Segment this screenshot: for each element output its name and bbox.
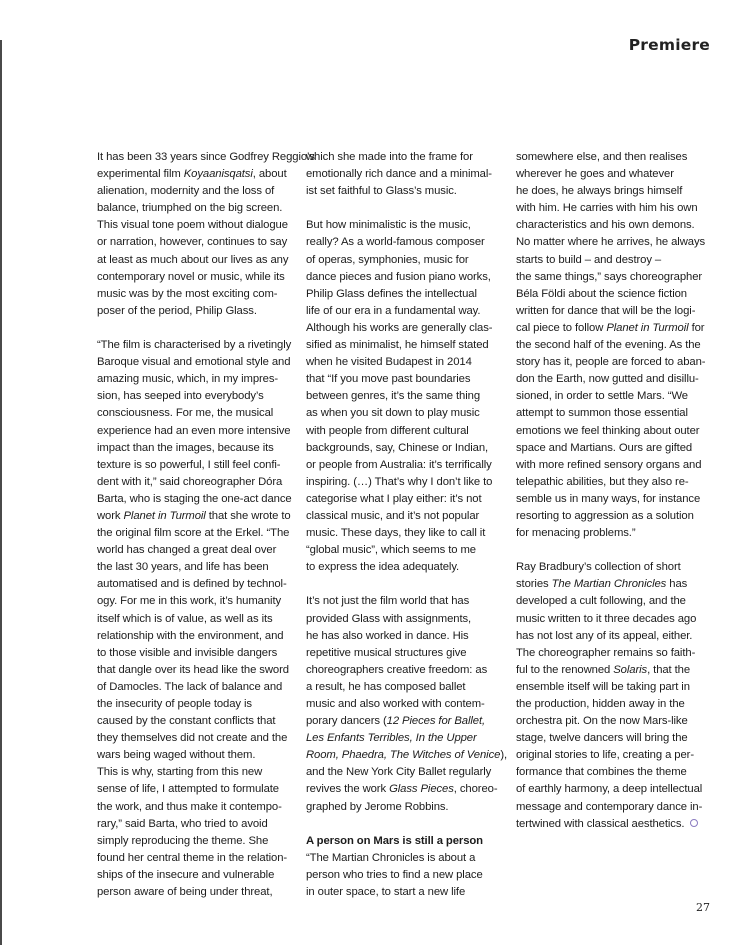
text-line xyxy=(306,628,502,645)
text-line xyxy=(516,576,712,593)
body-text: message and contemporary dance in- xyxy=(516,800,703,813)
text-line xyxy=(306,405,502,422)
text-line xyxy=(516,166,712,183)
text-line xyxy=(306,850,502,867)
body-text: Although his works are generally clas- xyxy=(306,321,493,334)
text-line xyxy=(306,388,502,405)
body-text: provided Glass with assignments, xyxy=(306,612,472,625)
text-line xyxy=(306,884,502,901)
text-line xyxy=(516,200,712,217)
text-line xyxy=(516,234,712,251)
text-line xyxy=(306,781,502,798)
body-text: dent with it,” said choreographer Dóra xyxy=(97,475,283,488)
body-text: of earthly harmony, a deep intellectual xyxy=(516,783,703,796)
body-text: Barta, who is staging the one-act dance xyxy=(97,492,292,505)
body-text: This visual tone poem without dialogue xyxy=(97,219,288,232)
body-text: and the New York City Ballet regularly xyxy=(306,766,492,779)
text-line xyxy=(97,474,293,491)
text-line xyxy=(97,781,293,798)
text-line xyxy=(306,799,502,816)
text-line xyxy=(97,508,293,525)
subheading-text: A person on Mars is still a person xyxy=(306,834,483,847)
body-text: orchestra pit. On the now Mars-like xyxy=(516,715,688,728)
text-line xyxy=(97,713,293,730)
text-line xyxy=(516,662,712,679)
body-text: music written to it three decades ago xyxy=(516,612,697,625)
article-column-3 xyxy=(516,149,712,833)
body-text: to those visible and invisible dangers xyxy=(97,646,278,659)
body-text: ful to the renowned xyxy=(516,663,614,676)
binding-edge-line xyxy=(0,40,2,945)
text-line xyxy=(516,559,712,576)
text-line xyxy=(306,559,502,576)
text-line xyxy=(97,354,293,371)
text-line xyxy=(306,508,502,525)
body-text: somewhere else, and then realises xyxy=(516,151,688,163)
body-text: to express the idea adequately. xyxy=(306,561,460,574)
body-text: porary dancers ( xyxy=(306,715,387,728)
text-line xyxy=(306,525,502,542)
text-line xyxy=(97,269,293,286)
body-text: Ray Bradbury’s collection of short xyxy=(516,561,681,574)
text-line xyxy=(516,354,712,371)
text-line xyxy=(97,628,293,645)
italic-title-text: Glass Pieces xyxy=(389,783,454,796)
text-line xyxy=(306,286,502,303)
body-text: a result, he has composed ballet xyxy=(306,680,466,693)
body-text: ), xyxy=(500,749,508,762)
text-line xyxy=(516,320,712,337)
body-text: with more refined sensory organs and xyxy=(516,458,702,471)
body-text: ensemble itself will be taking part in xyxy=(516,680,690,693)
body-text: formance that combines the theme xyxy=(516,766,687,779)
body-text: has xyxy=(666,578,688,591)
body-text: experimental film xyxy=(97,168,184,181)
section-title: Premiere xyxy=(628,36,710,54)
text-line xyxy=(306,303,502,320)
text-line xyxy=(97,457,293,474)
body-text: story has it, people are forced to aban- xyxy=(516,356,706,369)
text-line xyxy=(97,611,293,628)
text-line xyxy=(516,525,712,542)
body-text: It has been 33 years since Godfrey Reggio’s xyxy=(97,151,315,163)
body-text: that she wrote to xyxy=(205,509,291,522)
text-line xyxy=(97,252,293,269)
body-text: This is why, starting from this new xyxy=(97,766,263,779)
body-text: between genres, it’s the same thing xyxy=(306,390,481,403)
text-line xyxy=(306,696,502,713)
body-text: emotions we feel thinking about outer xyxy=(516,424,700,437)
text-line xyxy=(97,303,293,320)
text-line xyxy=(516,286,712,303)
body-text: the production, hidden away in the xyxy=(516,698,685,710)
text-line xyxy=(516,816,712,833)
text-line xyxy=(97,440,293,457)
body-text: the second half of the evening. As the xyxy=(516,339,701,352)
body-text: world has changed a great deal over xyxy=(97,544,277,557)
body-text: original stories to life, creating a per- xyxy=(516,749,694,762)
text-line xyxy=(516,593,712,610)
text-line xyxy=(306,269,502,286)
body-text: attempt to summon those essential xyxy=(516,407,688,420)
body-text: written for dance that will be the logi- xyxy=(516,304,696,317)
body-text: space and Martians. Ours are gifted xyxy=(516,441,693,454)
text-line xyxy=(306,611,502,628)
text-line xyxy=(306,730,502,747)
body-text: amazing music, which, in my impres- xyxy=(97,373,279,386)
text-line xyxy=(516,730,712,747)
text-line xyxy=(516,696,712,713)
text-line xyxy=(306,867,502,884)
text-line xyxy=(97,149,315,166)
text-line xyxy=(97,286,293,303)
text-line xyxy=(97,593,293,610)
text-line xyxy=(97,645,293,662)
body-text: life of our era in a fundamental way. xyxy=(306,304,481,317)
body-text: rary,” said Barta, who tried to avoid xyxy=(97,817,268,830)
text-line xyxy=(516,405,712,422)
text-line xyxy=(97,183,293,200)
body-text: that dangle over its head like the sword xyxy=(97,663,289,676)
body-text: developed a cult following, and the xyxy=(516,595,686,608)
body-text: automatised and is defined by technol- xyxy=(97,578,287,591)
text-line xyxy=(306,747,508,764)
text-line xyxy=(97,833,293,850)
text-line xyxy=(516,491,712,508)
body-text: for menacing problems.” xyxy=(516,527,636,540)
text-line xyxy=(97,371,293,388)
paragraph-break xyxy=(306,576,502,593)
body-text: ogy. For me in this work, it’s humanity xyxy=(97,595,282,608)
body-text: categorise what I play either: it’s not xyxy=(306,492,482,505)
page-number: 27 xyxy=(696,901,710,914)
text-line xyxy=(516,217,712,234)
text-line xyxy=(97,730,293,747)
body-text: music was by the most exciting com- xyxy=(97,287,278,300)
text-line xyxy=(306,491,502,508)
text-line xyxy=(516,645,712,662)
body-text: don the Earth, now gutted and disillu- xyxy=(516,373,699,386)
body-text: or people from Australia: it’s terrifically xyxy=(306,458,492,471)
body-text: with him. He carries with him his own xyxy=(516,202,698,215)
body-text: in outer space, to start a new life xyxy=(306,886,466,899)
body-text: It’s not just the film world that has xyxy=(306,595,470,608)
text-line xyxy=(306,354,502,371)
text-line xyxy=(516,423,712,440)
text-line xyxy=(97,867,293,884)
body-text: sified as minimalist, he himself stated xyxy=(306,339,489,352)
text-line xyxy=(97,764,293,781)
body-text: , about xyxy=(252,168,287,181)
paragraph-break xyxy=(97,320,293,337)
body-text: sense of life, I attempted to formulate xyxy=(97,783,279,796)
italic-title-text: Planet in Turmoil xyxy=(606,321,689,334)
body-text: alienation, modernity and the loss of xyxy=(97,185,275,198)
text-line xyxy=(306,679,502,696)
body-text: stories xyxy=(516,578,552,591)
body-text: characteristics and his own demons. xyxy=(516,219,695,232)
text-line xyxy=(97,747,293,764)
body-text: No matter where he arrives, he always xyxy=(516,236,706,249)
text-line xyxy=(306,234,502,251)
paragraph-break xyxy=(306,200,502,217)
text-line xyxy=(306,645,502,662)
article-column-1 xyxy=(97,149,315,901)
text-line xyxy=(516,440,712,457)
text-line xyxy=(516,508,712,525)
text-line xyxy=(516,781,712,798)
body-text: texture is so powerful, I still feel confi- xyxy=(97,458,281,471)
body-text: work xyxy=(97,509,124,522)
body-text: found her central theme in the relation- xyxy=(97,851,288,864)
body-text: they themselves did not create and the xyxy=(97,732,288,745)
text-line xyxy=(306,662,502,679)
body-text: with people from different cultural xyxy=(306,424,469,437)
body-text: emotionally rich dance and a minimal- xyxy=(306,168,492,181)
body-text: poser of the period, Philip Glass. xyxy=(97,304,257,317)
body-text: dance pieces and fusion piano works, xyxy=(306,270,491,283)
text-line xyxy=(306,474,502,491)
text-line xyxy=(97,423,293,440)
text-line xyxy=(306,542,502,559)
text-line xyxy=(516,679,712,696)
body-text: he does, he always brings himself xyxy=(516,185,683,198)
text-line xyxy=(306,337,502,354)
italic-title-text: Koyaanisqatsi xyxy=(183,168,253,181)
italic-title-text: 12 Pieces for Ballet, xyxy=(386,715,486,728)
body-text: sion, has seeped into everybody’s xyxy=(97,390,264,403)
text-line xyxy=(97,491,293,508)
text-line xyxy=(306,457,502,474)
article-column-2 xyxy=(306,149,508,901)
body-text: the work, and thus make it contempo- xyxy=(97,800,282,813)
italic-title-text: The Martian Chronicles xyxy=(551,578,667,591)
body-text: wars being waged without them. xyxy=(97,749,256,762)
body-text: stage, twelve dancers will bring the xyxy=(516,732,688,745)
body-text: he has also worked in dance. His xyxy=(306,629,469,642)
text-line xyxy=(516,799,712,816)
text-line xyxy=(306,593,502,610)
body-text: Baroque visual and emotional style and xyxy=(97,356,291,369)
text-line xyxy=(516,457,712,474)
body-text: the same things,” says choreographer xyxy=(516,270,703,283)
body-text: which she made into the frame for xyxy=(306,151,473,163)
body-text: “The Martian Chronicles is about a xyxy=(306,851,476,864)
text-line xyxy=(516,149,712,166)
end-of-article-circle-icon xyxy=(690,819,698,827)
text-line xyxy=(97,217,293,234)
body-text: of operas, symphonies, music for xyxy=(306,253,469,266)
body-text: itself which is of value, as well as its xyxy=(97,612,273,625)
text-line xyxy=(97,405,293,422)
text-line xyxy=(516,371,712,388)
italic-title-text: Solaris xyxy=(613,663,648,676)
body-text: starts to build – and destroy – xyxy=(516,253,662,266)
text-line xyxy=(97,234,293,251)
body-text: classical music, and it’s not popular xyxy=(306,509,480,522)
text-line xyxy=(516,713,712,730)
text-line xyxy=(97,679,293,696)
body-text: , that the xyxy=(647,663,691,676)
text-line xyxy=(516,474,712,491)
body-text: simply reproducing the theme. She xyxy=(97,834,269,847)
text-line xyxy=(516,747,712,764)
body-text: really? As a world-famous composer xyxy=(306,236,485,249)
text-line xyxy=(516,183,712,200)
italic-title-text: Room, Phaedra, The Witches of Venice xyxy=(306,749,501,762)
body-text: ist set faithful to Glass’s music. xyxy=(306,185,457,198)
body-text: person aware of being under threat, xyxy=(97,886,273,899)
text-line xyxy=(97,525,293,542)
body-text: repetitive musical structures give xyxy=(306,646,467,659)
text-line xyxy=(97,337,293,354)
body-text: relationship with the environment, and xyxy=(97,629,284,642)
italic-title-text: Planet in Turmoil xyxy=(123,509,206,522)
body-text: Béla Földi about the science fiction xyxy=(516,287,687,300)
body-text: when he visited Budapest in 2014 xyxy=(306,356,472,369)
body-text: the last 30 years, and life has been xyxy=(97,561,269,574)
body-text: cal piece to follow xyxy=(516,321,607,334)
text-line xyxy=(97,816,293,833)
body-text: contemporary novel or music, while its xyxy=(97,270,285,283)
body-text: revives the work xyxy=(306,783,390,796)
body-text: consciousness. For me, the musical xyxy=(97,407,274,420)
text-line xyxy=(97,542,293,559)
body-text: graphed by Jerome Robbins. xyxy=(306,800,449,813)
text-line xyxy=(97,200,293,217)
paragraph-break xyxy=(516,542,712,559)
body-text: “The film is characterised by a rivetingly xyxy=(97,339,292,352)
text-line xyxy=(306,713,502,730)
body-text: that “If you move past boundaries xyxy=(306,373,471,386)
italic-title-text: Les Enfants Terribles, In the Upper xyxy=(306,732,477,745)
body-text: impact than the images, because its xyxy=(97,441,274,454)
text-line xyxy=(306,320,502,337)
body-text: person who tries to find a new place xyxy=(306,868,483,881)
body-text: But how minimalistic is the music, xyxy=(306,219,471,232)
text-line xyxy=(516,269,712,286)
body-text: telepathic abilities, but they also re- xyxy=(516,475,689,488)
body-text: the insecurity of people today is xyxy=(97,698,252,710)
text-line xyxy=(97,696,293,713)
body-text: semble us in many ways, for instance xyxy=(516,492,701,505)
text-line xyxy=(306,217,502,234)
text-line xyxy=(97,388,293,405)
text-line xyxy=(97,799,293,816)
subheading-line xyxy=(306,833,502,850)
body-text: sioned, in order to settle Mars. “We xyxy=(516,390,688,403)
body-text: experience had an even more intensive xyxy=(97,424,291,437)
text-line xyxy=(516,337,712,354)
text-line xyxy=(306,423,502,440)
body-text: music and also worked with contem- xyxy=(306,698,485,710)
body-text: , choreo- xyxy=(453,783,498,796)
paragraph-break xyxy=(306,816,502,833)
body-text: Philip Glass defines the intellectual xyxy=(306,287,477,300)
text-line xyxy=(306,764,502,781)
text-line xyxy=(516,388,712,405)
text-line xyxy=(306,371,502,388)
body-text: at least as much about our lives as any xyxy=(97,253,289,266)
body-text: for xyxy=(688,321,705,334)
body-text: backgrounds, say, Chinese or Indian, xyxy=(306,441,489,454)
text-line xyxy=(97,850,293,867)
text-line xyxy=(516,628,712,645)
body-text: caused by the constant conflicts that xyxy=(97,715,276,728)
text-line xyxy=(97,559,293,576)
text-line xyxy=(306,149,502,166)
text-line xyxy=(516,764,712,781)
text-line xyxy=(97,576,293,593)
text-line xyxy=(306,440,502,457)
text-line xyxy=(516,303,712,320)
body-text: resorting to aggression as a solution xyxy=(516,509,694,522)
text-line xyxy=(97,884,293,901)
text-line xyxy=(97,662,293,679)
text-line xyxy=(306,166,502,183)
body-text: choreographers creative freedom: as xyxy=(306,663,488,676)
body-text: has not lost any of its appeal, either. xyxy=(516,629,693,642)
body-text: balance, triumphed on the big screen. xyxy=(97,202,283,215)
body-text: The choreographer remains so faith- xyxy=(516,646,696,659)
text-line xyxy=(306,252,502,269)
text-line xyxy=(97,166,293,183)
body-text: or narration, however, continues to say xyxy=(97,236,288,249)
body-text: music. These days, they like to call it xyxy=(306,527,486,540)
body-text: ships of the insecure and vulnerable xyxy=(97,868,275,881)
body-text: of Damocles. The lack of balance and xyxy=(97,680,283,693)
body-text: the original film score at the Erkel. “The xyxy=(97,527,290,540)
text-line xyxy=(306,183,502,200)
body-text: inspiring. (…) That’s why I don’t like to xyxy=(306,475,493,488)
text-line xyxy=(516,611,712,628)
text-line xyxy=(516,252,712,269)
body-text: tertwined with classical aesthetics. xyxy=(516,817,685,830)
body-text: “global music”, which seems to me xyxy=(306,544,476,557)
body-text: wherever he goes and whatever xyxy=(516,168,674,181)
body-text: as when you sit down to play music xyxy=(306,407,480,420)
